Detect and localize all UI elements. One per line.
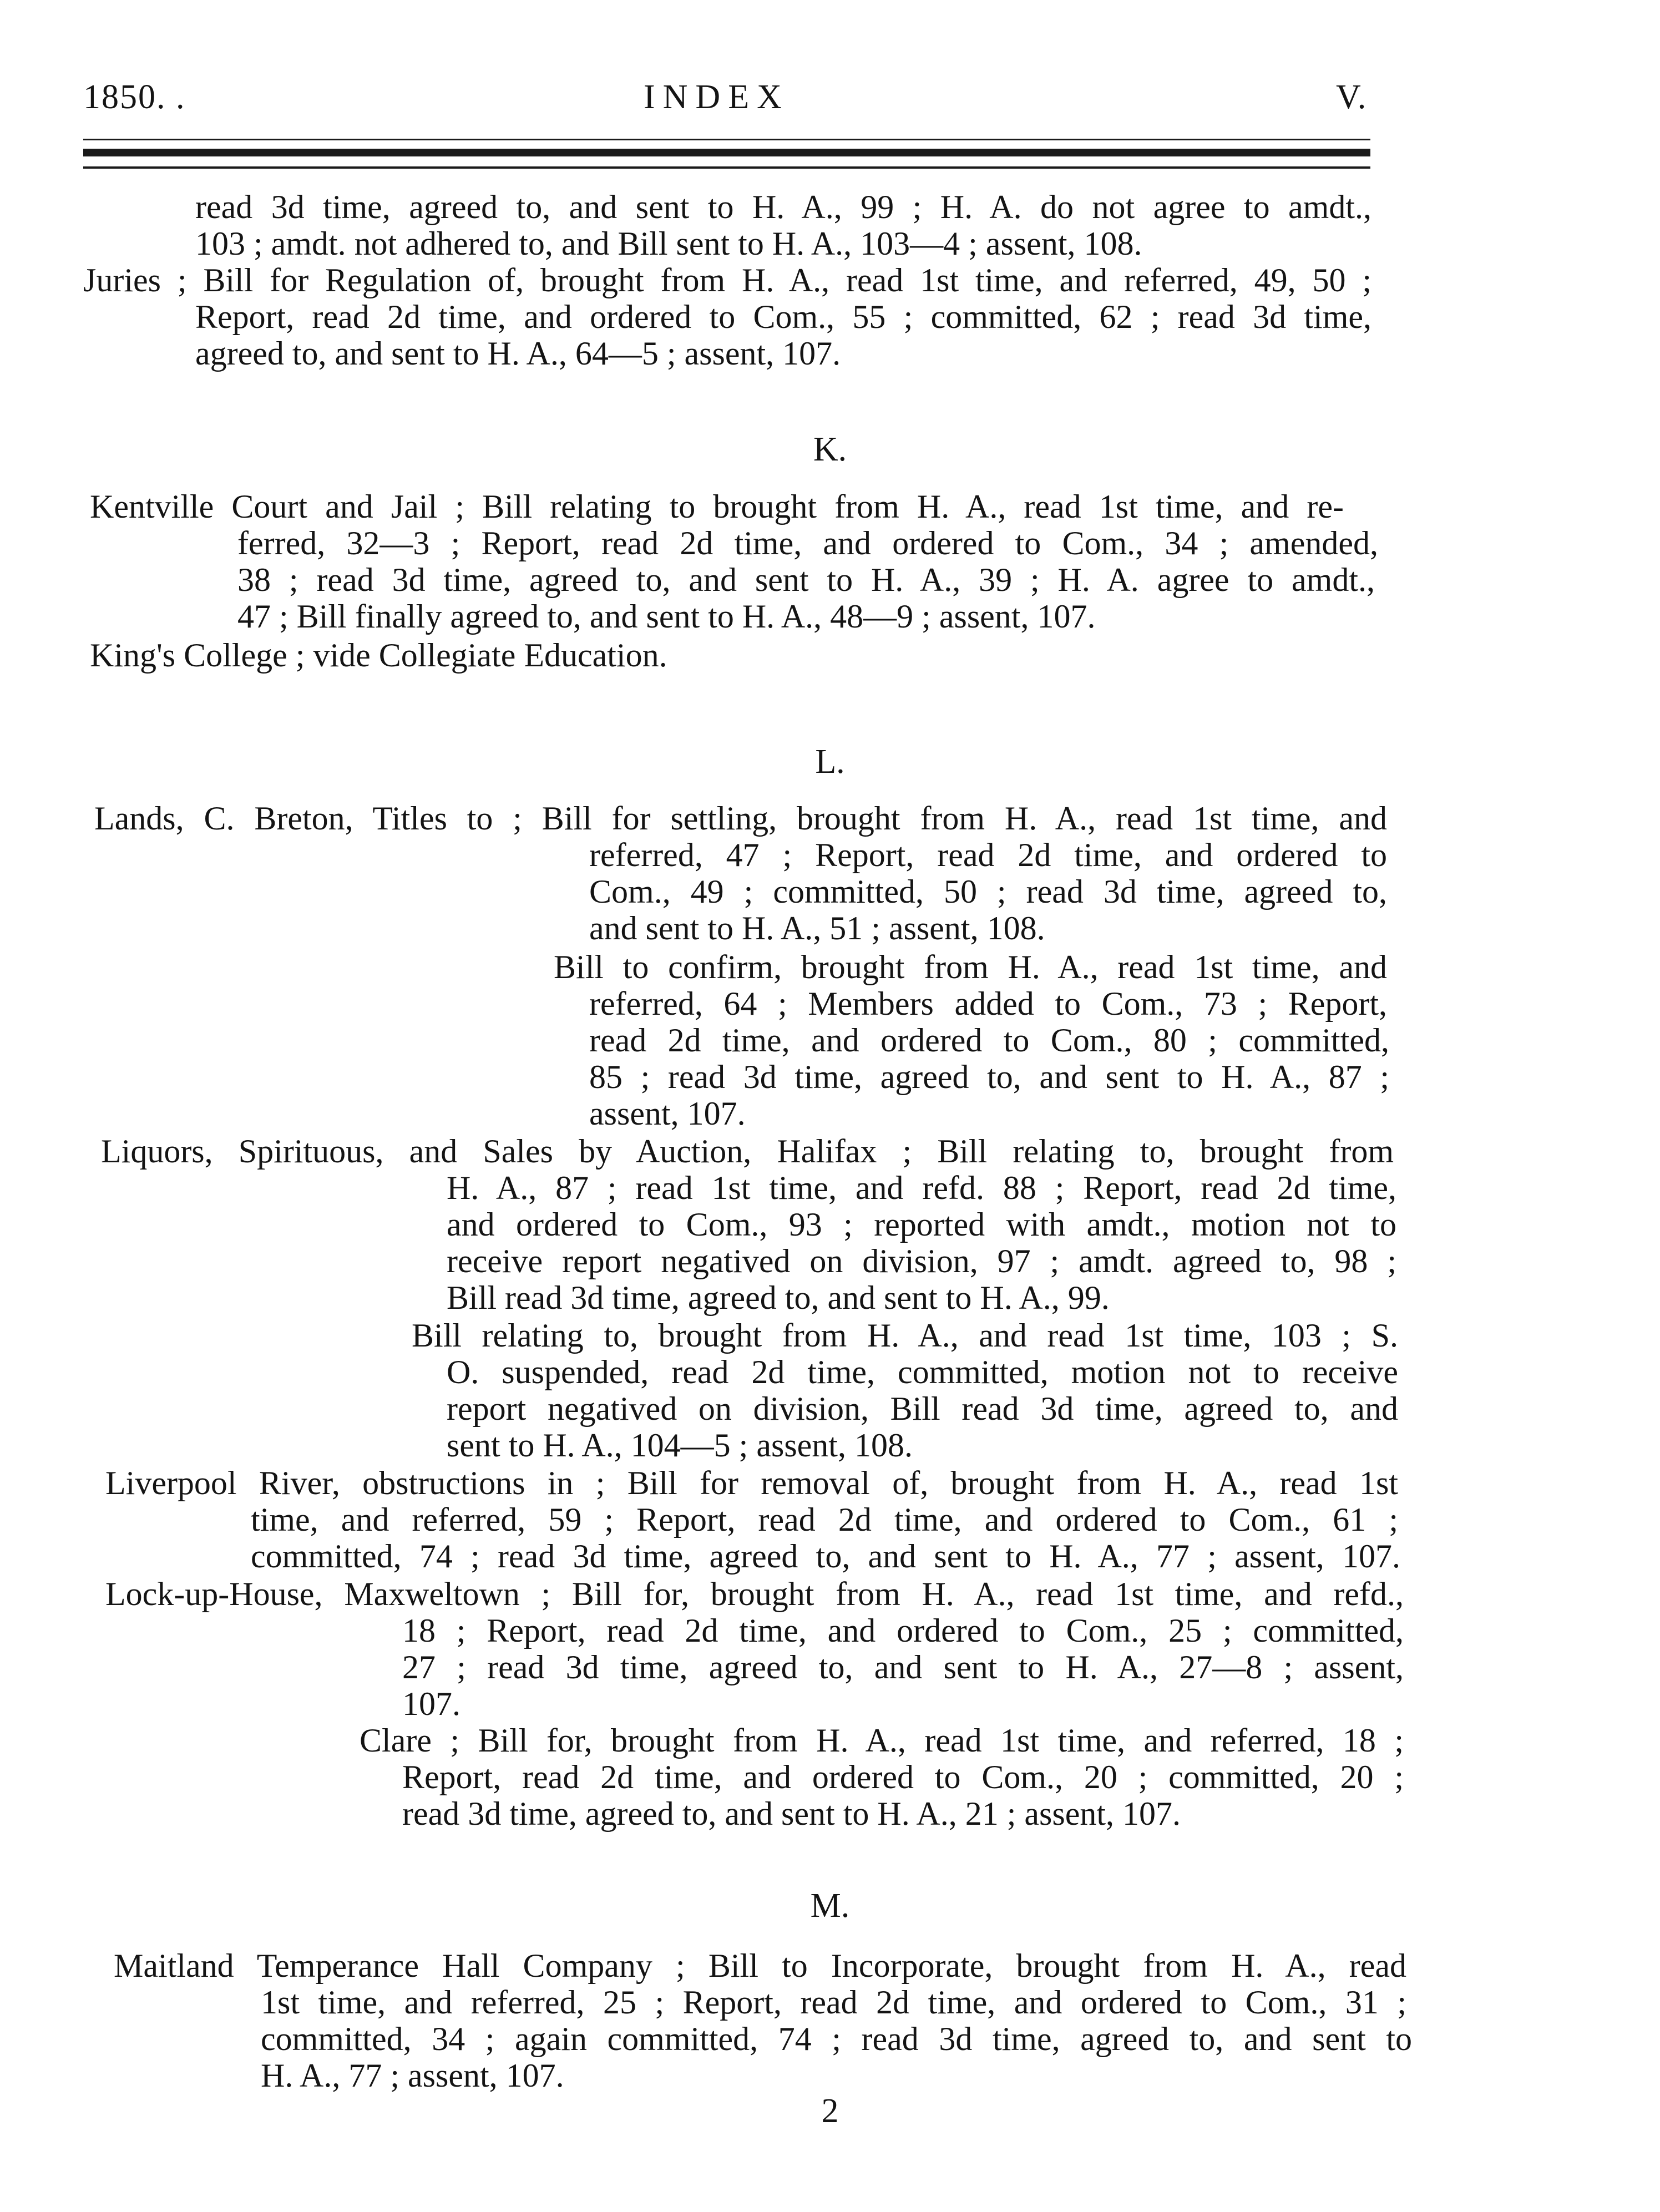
entry-line: sent to H. A., 104—5 ; assent, 108.: [447, 1427, 913, 1464]
entry-line: receive report negatived on division, 97 ; amdt. agreed to, 98 ;: [447, 1243, 1396, 1279]
entry-line: referred, 64 ; Members added to Com., 73 ; Report,: [589, 985, 1387, 1022]
entry-line: H. A., 77 ; assent, 107.: [261, 2057, 564, 2094]
entry-line: read 3d time, agreed to, and sent to H. A., 21 ; assent, 107.: [402, 1795, 1181, 1832]
entry-line: read 2d time, and ordered to Com., 80 ; committed,: [589, 1022, 1389, 1059]
header-page-number: V.: [1336, 78, 1368, 116]
page-footer-number: 2: [821, 2092, 839, 2130]
header-rule-thick: [83, 149, 1370, 156]
entry-line: ferred, 32—3 ; Report, read 2d time, and ordered to Com., 34 ; amended,: [237, 525, 1378, 561]
header-rule-lower: [83, 166, 1370, 169]
entry-line: and ordered to Com., 93 ; reported with amdt., motion not to: [447, 1206, 1396, 1243]
entry-line: Bill relating to, brought from H. A., and read 1st time, 103 ; S.: [412, 1317, 1398, 1354]
entry-line: Com., 49 ; committed, 50 ; read 3d time, agreed to,: [589, 873, 1387, 910]
entry-line: and sent to H. A., 51 ; assent, 108.: [589, 910, 1045, 946]
section-letter-m: M.: [810, 1887, 850, 1925]
entry-line: committed, 74 ; read 3d time, agreed to, and sent to H. A., 77 ; assent, 107.: [251, 1538, 1400, 1575]
entry-line: referred, 47 ; Report, read 2d time, and ordered to: [589, 837, 1387, 873]
entry-line: 38 ; read 3d time, agreed to, and sent to H. A., 39 ; H. A. agree to amdt.,: [237, 561, 1375, 598]
entry-line: Clare ; Bill for, brought from H. A., read 1st time, and referred, 18 ;: [360, 1722, 1404, 1759]
entry-line: Juries ; Bill for Regulation of, brought from H. A., read 1st time, and referred, 49, 50 ;: [83, 262, 1371, 298]
entry-line: Bill to confirm, brought from H. A., read 1st time, and: [554, 949, 1387, 985]
entry-line: 47 ; Bill finally agreed to, and sent to H. A., 48—9 ; assent, 107.: [237, 598, 1096, 635]
entry-line: O. suspended, read 2d time, committed, motion not to receive: [447, 1354, 1398, 1390]
entry-line: committed, 34 ; again committed, 74 ; read 3d time, agreed to, and sent to: [261, 2021, 1412, 2057]
entry-line: H. A., 87 ; read 1st time, and refd. 88 ; Report, read 2d time,: [447, 1170, 1396, 1206]
entry-line: Liquors, Spirituous, and Sales by Auction, Halifax ; Bill relating to, brought from: [101, 1133, 1394, 1170]
section-letter-l: L.: [815, 743, 845, 781]
entry-line: time, and referred, 59 ; Report, read 2d time, and ordered to Com., 61 ;: [251, 1501, 1398, 1538]
entry-line: Report, read 2d time, and ordered to Com., 20 ; committed, 20 ;: [402, 1759, 1404, 1795]
entry-line: 103 ; amdt. not adhered to, and Bill sent to H. A., 103—4 ; assent, 108.: [195, 225, 1142, 262]
entry-line: Kentville Court and Jail ; Bill relating to brought from H. A., read 1st time, and re-: [90, 488, 1344, 525]
entry-line: King's College ; vide Collegiate Education.: [90, 637, 667, 674]
entry-line: assent, 107.: [589, 1095, 746, 1132]
entry-line: agreed to, and sent to H. A., 64—5 ; assent, 107.: [195, 335, 841, 372]
entry-line: Report, read 2d time, and ordered to Com., 55 ; committed, 62 ; read 3d time,: [195, 298, 1371, 335]
entry-line: Bill read 3d time, agreed to, and sent to H. A., 99.: [447, 1279, 1110, 1316]
entry-line: Maitland Temperance Hall Company ; Bill to Incorporate, brought from H. A., read: [114, 1947, 1406, 1984]
entry-line: 18 ; Report, read 2d time, and ordered to Com., 25 ; committed,: [402, 1612, 1404, 1649]
entry-line: 27 ; read 3d time, agreed to, and sent to H. A., 27—8 ; assent,: [402, 1649, 1404, 1685]
entry-line: report negatived on division, Bill read 3d time, agreed to, and: [447, 1390, 1398, 1427]
entry-line: Lock-up-House, Maxweltown ; Bill for, brought from H. A., read 1st time, and refd.,: [105, 1576, 1404, 1612]
entry-line: 107.: [402, 1685, 460, 1722]
header-year: 1850. .: [83, 78, 186, 116]
entry-line: Liverpool River, obstructions in ; Bill for removal of, brought from H. A., read 1st: [105, 1465, 1398, 1501]
entry-line: Lands, C. Breton, Titles to ; Bill for settling, brought from H. A., read 1st time, and: [94, 800, 1387, 837]
entry-line: read 3d time, agreed to, and sent to H. A., 99 ; H. A. do not agree to amdt.,: [195, 189, 1371, 225]
entry-line: 85 ; read 3d time, agreed to, and sent to H. A., 87 ;: [589, 1059, 1389, 1095]
entry-line: 1st time, and referred, 25 ; Report, read 2d time, and ordered to Com., 31 ;: [261, 1984, 1406, 2021]
header-title: INDEX: [644, 78, 789, 116]
section-letter-k: K.: [813, 431, 847, 468]
header-rule: [83, 139, 1370, 140]
